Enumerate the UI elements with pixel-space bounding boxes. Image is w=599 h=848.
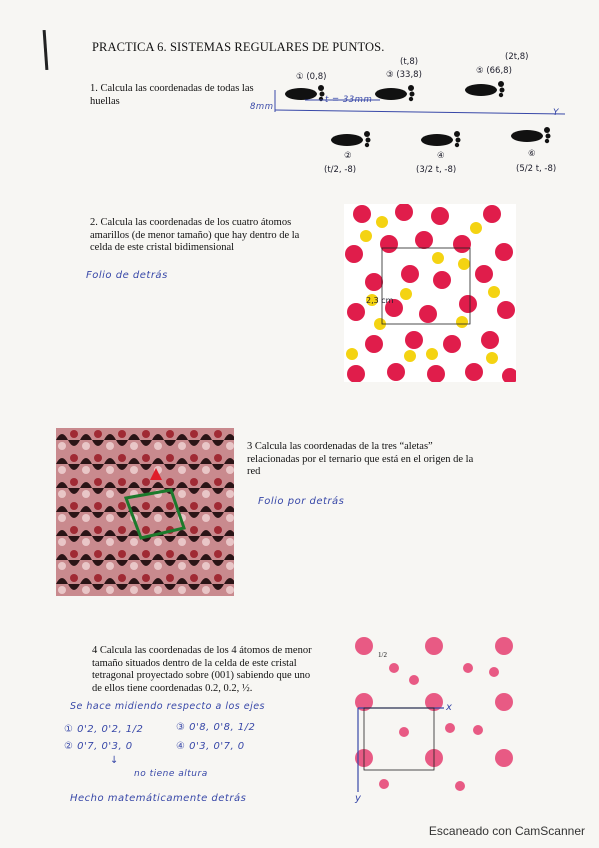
scan-edge-mark [43, 30, 49, 70]
question-2-note: Folio de detrás [86, 270, 168, 281]
q4-answer-intro: Se hace midiendo respecto a los ejes [70, 701, 266, 712]
question-2-line: celda de este cristal bidimensional [90, 242, 235, 253]
question-2-line: amarillos (de menor tamaño) que hay dentro de la [90, 229, 300, 241]
footprint-4 [421, 131, 461, 147]
question-1-line: 1. Calcula las coordenadas de todas las [90, 83, 254, 94]
label-h: 8mm [250, 102, 274, 112]
question-4-line: 4 Calcula las coordenadas de los 4 átomos de menor [92, 645, 312, 656]
question-3-note: Folio por detrás [258, 496, 345, 507]
tetragonal-figure [344, 632, 524, 800]
label-p3: ③ (33,8) [386, 70, 422, 80]
footprint-5 [465, 81, 505, 97]
footprint-3 [375, 85, 415, 101]
q4-answer-2: ② 0'7, 0'3, 0 [64, 741, 133, 752]
footprint-6 [511, 127, 551, 143]
scanner-footer: Escaneado con CamScanner [428, 824, 585, 838]
question-1-line: huellas [90, 95, 120, 107]
question-2-line: 2. Calcula las coordenadas de los cuatro átomos [90, 217, 292, 228]
label-p3-above: (t,8) [400, 57, 419, 67]
question-3-line: relacionadas por el ternario que está en el origen de la [247, 453, 474, 465]
question-4-line: tamaño situados dentro de la celda de este cristal [92, 657, 297, 669]
q4-arrow: ↓ [110, 755, 119, 766]
question-2 [90, 217, 340, 255]
q4-no-note: no tiene altura [134, 769, 208, 779]
q4-answer-3: ③ 0'8, 0'8, 1/2 [176, 722, 256, 733]
crystal-2d-figure [344, 204, 516, 382]
label-p4: ④ [437, 151, 445, 161]
label-p5: ⑤ (66,8) [476, 66, 512, 76]
label-axis-y: Y [553, 108, 559, 118]
label-p6: ⑥ [528, 149, 536, 159]
footprint-2 [331, 131, 371, 147]
label-p6-coord: (5/2 t, -8) [516, 164, 557, 174]
q4-closing: Hecho matemáticamente detrás [70, 793, 247, 804]
question-3-line: red [247, 466, 261, 477]
tiling-figure [56, 428, 234, 596]
label-p2: ② [344, 151, 352, 161]
q4-answer-4: ④ 0'3, 0'7, 0 [176, 741, 245, 752]
label-p5-above: (2t,8) [505, 52, 529, 62]
question-4-line: de ellos tiene coordenadas 0.2, 0.2, ½. [92, 682, 253, 694]
q4-half-label: 1/2 [378, 651, 387, 659]
label-p2-coord: (t/2, -8) [324, 165, 357, 175]
q4-axis-y: y [355, 793, 362, 804]
small-atoms [379, 663, 499, 791]
page-title: PRACTICA 6. SISTEMAS REGULARES DE PUNTOS. [92, 40, 385, 54]
q4-axis-x: x [446, 702, 453, 713]
footprint-1 [285, 85, 325, 101]
question-4-line: tetragonal proyectado sobre (001) sabiendo que uno [92, 670, 311, 681]
label-t: t = 33mm [325, 95, 373, 105]
label-p4-coord: (3/2 t, -8) [416, 165, 457, 175]
tetragonal-cell [364, 708, 434, 770]
q2-cm-label: 2,3 cm [366, 296, 394, 305]
question-3 [247, 441, 517, 479]
question-4 [92, 645, 347, 695]
axis-line [275, 110, 565, 114]
question-3-line: 3 Calcula las coordenadas de la tres “aletas” [247, 441, 433, 452]
footprint-icons [285, 81, 551, 147]
q4-answer-1: ① 0'2, 0'2, 1/2 [64, 724, 144, 735]
footprints-figure [245, 48, 585, 183]
label-p1: ① (0,8) [296, 72, 327, 82]
